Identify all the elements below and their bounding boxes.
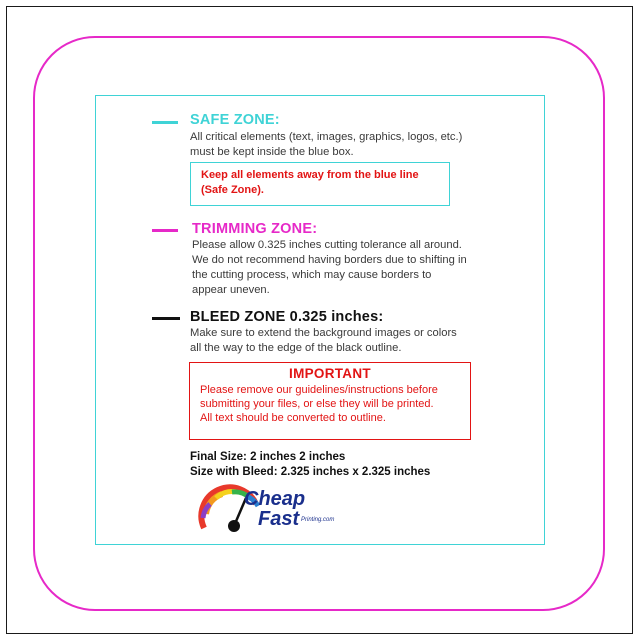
size-info [190, 450, 430, 480]
bleed-zone-marker [152, 317, 180, 320]
safe-zone-note: Keep all elements away from the blue line (Safe Zone). [190, 162, 450, 206]
trimming-zone-text: Please allow 0.325 inches cutting tolerance all around. We do not recommend having borders due to shifting in the cutting process, which may cause borders to appear uneven. [192, 239, 467, 296]
bleed-size: Size with Bleed: 2.325 inches x 2.325 inches [190, 466, 431, 478]
trimming-zone-heading: TRIMMING ZONE: [192, 221, 318, 237]
safe-zone-marker [152, 121, 178, 124]
trimming-zone-marker [152, 229, 178, 232]
logo-word-cheap: Cheap [244, 488, 306, 510]
logo-word-printing: Printing.com [301, 517, 335, 523]
safe-zone-text: All critical elements (text, images, graphics, logos, etc.) must be kept inside the blue box. [190, 131, 463, 158]
safe-zone-heading: SAFE ZONE: [190, 112, 280, 128]
bleed-zone-text: Make sure to extend the background images or colors all the way to the edge of the black outline. [190, 327, 457, 354]
logo-word-fast: Fast [258, 508, 300, 530]
final-size: Final Size: 2 inches 2 inches [190, 451, 346, 463]
bleed-zone-heading: BLEED ZONE 0.325 inches: [190, 309, 384, 325]
important-title: IMPORTANT [289, 366, 371, 381]
important-box [189, 362, 471, 440]
company-logo [198, 484, 358, 538]
important-text: Please remove our guidelines/instructions before submitting your files, or else they will be printed. All text should be converted to outline. [200, 384, 438, 424]
